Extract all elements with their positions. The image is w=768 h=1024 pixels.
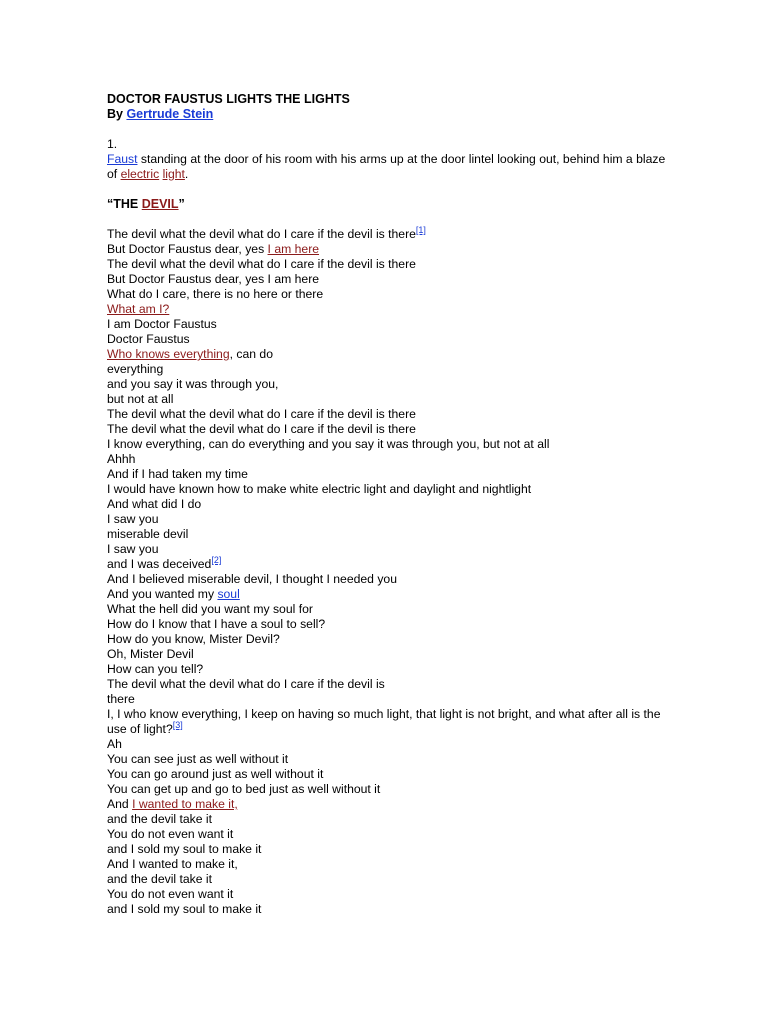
stage-text: standing at the door of his room with his arms up at the door lintel looking out, behind him a blaze of	[107, 152, 666, 181]
document-page	[107, 92, 667, 917]
poem-line: and the devil take it	[107, 812, 213, 826]
poem-line: What the hell did you want my soul for	[107, 602, 313, 616]
what-am-i-link[interactable]: What am I?	[107, 302, 170, 316]
poem-line: miserable devil	[107, 527, 189, 541]
poem-line: You can go around just as well without it	[107, 767, 324, 781]
poem-line: and the devil take it	[107, 872, 213, 886]
footnote-link-1[interactable]: [1]	[415, 225, 426, 235]
poem-line	[107, 707, 667, 737]
devil-link[interactable]: DEVIL	[141, 197, 179, 211]
poem-line: I know everything, can do everything and you say it was through you, but not at all	[107, 437, 550, 451]
byline	[107, 107, 667, 122]
poem-line: there	[107, 692, 135, 706]
poem-line	[107, 587, 667, 602]
act-number: 1.	[107, 137, 118, 151]
poem-line: The devil what the devil what do I care if the devil is there	[107, 257, 416, 271]
poem-line: You can get up and go to bed just as well without it	[107, 782, 381, 796]
poem-line: How can you tell?	[107, 662, 204, 676]
poem-line	[107, 797, 667, 812]
heading-open: “THE	[107, 197, 142, 211]
poem-line	[107, 347, 667, 362]
line-text: I, I who know everything, I keep on having so much light, that light is not bright, and what after all is the use of light?	[107, 707, 661, 736]
line-text: The devil what the devil what do I care if the devil is there	[107, 227, 416, 241]
poem-line: and I sold my soul to make it	[107, 902, 262, 916]
line-text: And you wanted my	[107, 587, 218, 601]
light-link[interactable]: light	[162, 167, 185, 181]
stage-direction	[107, 152, 667, 182]
poem-line: I am Doctor Faustus	[107, 317, 217, 331]
line-text: , can do	[229, 347, 273, 361]
author-link[interactable]: Gertrude Stein	[126, 107, 214, 121]
poem-line: You can see just as well without it	[107, 752, 289, 766]
poem-line: And what did I do	[107, 497, 202, 511]
poem-line: And I believed miserable devil, I thought I needed you	[107, 572, 397, 586]
poem-line: And if I had taken my time	[107, 467, 248, 481]
poem-line	[107, 302, 667, 317]
period-text: .	[184, 167, 189, 181]
line-text: But Doctor Faustus dear, yes	[107, 242, 268, 256]
line-text: And	[107, 797, 133, 811]
poem-line: everything	[107, 362, 164, 376]
faust-link[interactable]: Faust	[107, 152, 138, 166]
poem-line: How do you know, Mister Devil?	[107, 632, 280, 646]
document-title: DOCTOR FAUSTUS LIGHTS THE LIGHTS	[107, 92, 350, 106]
poem-line: You do not even want it	[107, 827, 234, 841]
poem-line: And I wanted to make it,	[107, 857, 238, 871]
spacer	[107, 122, 667, 137]
poem-line: I would have known how to make white electric light and daylight and nightlight	[107, 482, 532, 496]
footnote-link-2[interactable]: [2]	[211, 555, 222, 565]
i-am-here-link[interactable]: I am here	[267, 242, 320, 256]
poem-line: Doctor Faustus	[107, 332, 190, 346]
poem-line: What do I care, there is no here or there	[107, 287, 324, 301]
poem-line: The devil what the devil what do I care if the devil is	[107, 677, 385, 691]
electric-link[interactable]: electric	[120, 167, 160, 181]
byline-prefix: By	[107, 107, 127, 121]
poem-line: I saw you	[107, 542, 159, 556]
poem-line: I saw you	[107, 512, 159, 526]
poem-line: and I sold my soul to make it	[107, 842, 262, 856]
poem-line: How do I know that I have a soul to sell?	[107, 617, 326, 631]
poem-line	[107, 557, 667, 572]
spacer	[107, 212, 667, 227]
poem-line: You do not even want it	[107, 887, 234, 901]
poem-line: but not at all	[107, 392, 174, 406]
soul-link[interactable]: soul	[217, 587, 240, 601]
section-heading	[107, 197, 667, 212]
poem-line: Ahhh	[107, 452, 136, 466]
i-wanted-to-make-it-link[interactable]: I wanted to make it,	[132, 797, 238, 811]
spacer	[107, 182, 667, 197]
heading-close: ”	[178, 197, 185, 211]
poem-line: Ah	[107, 737, 122, 751]
poem-line	[107, 242, 667, 257]
poem-line: But Doctor Faustus dear, yes I am here	[107, 272, 320, 286]
poem-line	[107, 227, 667, 242]
who-knows-everything-link[interactable]: Who knows everything	[107, 347, 230, 361]
poem-line: The devil what the devil what do I care if the devil is there	[107, 407, 416, 421]
line-text: and I was deceived	[107, 557, 212, 571]
poem-line: The devil what the devil what do I care if the devil is there	[107, 422, 416, 436]
footnote-link-3[interactable]: [3]	[172, 720, 183, 730]
poem-line: and you say it was through you,	[107, 377, 279, 391]
poem-line: Oh, Mister Devil	[107, 647, 194, 661]
